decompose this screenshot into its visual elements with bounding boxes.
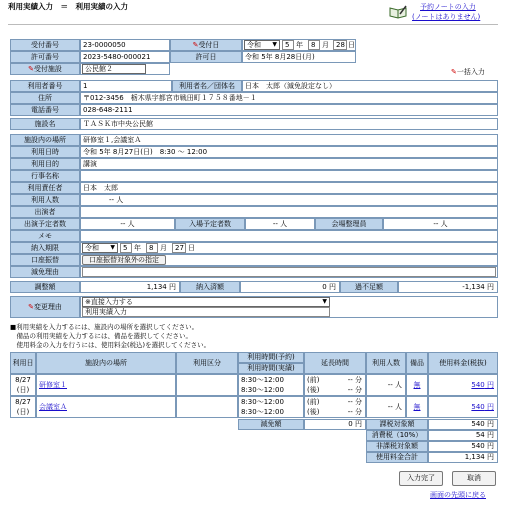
discount-label: 減免額 bbox=[238, 419, 304, 430]
venue-staff-label: 会場整理員 bbox=[315, 218, 383, 230]
facility-name-label: 施設名 bbox=[10, 118, 80, 130]
paid-cell bbox=[240, 281, 340, 293]
table-row-count: -- 人 bbox=[366, 396, 406, 418]
yen-unit: 円 bbox=[487, 420, 494, 428]
reception-no: 23-0000050 bbox=[80, 39, 170, 51]
header-divider bbox=[8, 24, 498, 25]
table-row-category bbox=[176, 374, 238, 396]
pay-year-unit: 年 bbox=[134, 244, 141, 252]
table-row-date: 8/27 (日) bbox=[10, 396, 36, 418]
place-link[interactable]: 研修室１ bbox=[39, 381, 67, 389]
over-cell bbox=[398, 281, 498, 293]
count: -- 人 bbox=[109, 196, 124, 204]
yen-unit: 円 bbox=[487, 453, 494, 461]
table-row-fee-cell bbox=[428, 374, 498, 396]
th-time-reserved: 利用時間(予約) bbox=[238, 352, 304, 363]
table-row-place-cell bbox=[36, 396, 176, 418]
perf-count-label: 出演予定者数 bbox=[10, 218, 80, 230]
reception-no-label: 受付番号 bbox=[10, 39, 80, 51]
user-no-label: 利用者番号 bbox=[10, 80, 80, 92]
manager: 日本 太郎 bbox=[80, 182, 498, 194]
yen-unit: 円 bbox=[487, 283, 494, 291]
th-category: 利用区分 bbox=[176, 352, 238, 374]
chevron-down-icon: ▼ bbox=[272, 41, 277, 48]
tax-label: 消費税（10%） bbox=[366, 430, 428, 441]
paid-label: 納入済額 bbox=[180, 281, 240, 293]
required-pin-icon: ✎ bbox=[28, 303, 34, 311]
total-label: 使用料金合計 bbox=[366, 452, 428, 463]
th-fee: 使用料金(税抜) bbox=[428, 352, 498, 374]
table-row-time: 8:30～12:00 8:30～12:00 bbox=[238, 374, 304, 396]
pay-day-input[interactable]: 27 bbox=[172, 243, 186, 253]
batch-input-button[interactable]: ✎一括入力 bbox=[451, 68, 485, 76]
table-row-extension: (前) -- 分 (後) -- 分 bbox=[304, 374, 366, 396]
cancel-button[interactable]: 取消 bbox=[452, 471, 496, 486]
pencil-icon: ✎ bbox=[451, 68, 457, 76]
memo[interactable] bbox=[80, 230, 498, 242]
count-label: 利用人数 bbox=[10, 194, 80, 206]
permit-date: 令和 5年 8月28日(月) bbox=[242, 51, 356, 63]
th-count: 利用人数 bbox=[366, 352, 406, 374]
table-row-place-cell bbox=[36, 374, 176, 396]
pay-month-unit: 月 bbox=[160, 244, 167, 252]
datetime: 令和 5年 8月27日(日) 8:30 ～ 12:00 bbox=[80, 146, 498, 158]
discount-cell bbox=[304, 419, 366, 430]
place-link[interactable]: 会議室Ａ bbox=[39, 403, 67, 411]
perf-count: -- 人 bbox=[80, 218, 175, 230]
nontaxable-amount: 540 bbox=[471, 442, 485, 450]
table-row-extension: (前) -- 分 (後) -- 分 bbox=[304, 396, 366, 418]
th-place: 施設内の場所 bbox=[36, 352, 176, 374]
taxable-amount: 540 bbox=[471, 420, 485, 428]
user-name-label: 利用者名／団体名 bbox=[172, 80, 242, 92]
total-amount: 1,134 bbox=[464, 453, 485, 461]
pay-year-input[interactable]: 5 bbox=[120, 243, 132, 253]
permit-no: 2023-5480-000021 bbox=[80, 51, 170, 63]
year-unit: 年 bbox=[296, 41, 303, 49]
yen-unit: 円 bbox=[329, 283, 336, 291]
paid-amount: 0 bbox=[322, 283, 327, 291]
th-date: 利用日 bbox=[10, 352, 36, 374]
yen-unit: 円 bbox=[487, 442, 494, 450]
address-label: 住所 bbox=[10, 92, 80, 104]
entry-count-label: 入場予定者数 bbox=[175, 218, 245, 230]
th-time-actual: 利用時間(実績) bbox=[238, 363, 304, 374]
reception-date-label-cell: ✎受付日 bbox=[170, 39, 242, 51]
entry-count: -- 人 bbox=[245, 218, 315, 230]
purpose-label: 利用目的 bbox=[10, 158, 80, 170]
pay-deadline-label: 納入期限 bbox=[10, 242, 80, 254]
complete-button[interactable]: 入力完了 bbox=[399, 471, 443, 486]
era-select[interactable]: 令和 ▼ bbox=[244, 40, 280, 50]
pay-day-unit: 日 bbox=[188, 244, 195, 252]
pay-month-input[interactable]: 8 bbox=[146, 243, 158, 253]
th-equipment: 備品 bbox=[406, 352, 428, 374]
required-pin-icon: ✎ bbox=[192, 41, 199, 49]
performer-label: 出演者 bbox=[10, 206, 80, 218]
adjust-cell bbox=[80, 281, 180, 293]
notebook-icon[interactable] bbox=[388, 4, 408, 20]
taxable-cell bbox=[428, 419, 498, 430]
note-line-1: ■利用実績を入力するには、施設内の場所を選択してください。 bbox=[10, 323, 199, 331]
required-pin-icon: ✎ bbox=[28, 65, 34, 73]
table-row-time: 8:30～12:00 8:30～12:00 bbox=[238, 396, 304, 418]
event bbox=[80, 170, 498, 182]
change-reason-input[interactable]: 利用実績入力 bbox=[82, 307, 330, 317]
reservation-note-link[interactable]: 予約ノートの入力 bbox=[420, 3, 476, 11]
equipment-link[interactable]: 無 bbox=[413, 403, 421, 411]
day-input[interactable]: 28 bbox=[333, 40, 347, 50]
purpose: 講演 bbox=[80, 158, 498, 170]
facility-select[interactable]: 公民館２ bbox=[82, 64, 146, 74]
chevron-down-icon: ▼ bbox=[110, 244, 115, 251]
change-label-cell: ✎変更理由 bbox=[10, 296, 80, 318]
table-row-equipment-cell bbox=[406, 396, 428, 418]
user-no: 1 bbox=[80, 80, 172, 92]
performer bbox=[80, 206, 498, 218]
table-row-fee-cell bbox=[428, 396, 498, 418]
transfer-label: 口座振替 bbox=[10, 254, 80, 266]
fee-link[interactable]: 540 円 bbox=[471, 403, 494, 411]
over-label: 過不足額 bbox=[340, 281, 398, 293]
total-cell bbox=[428, 452, 498, 463]
reduction-input[interactable] bbox=[82, 267, 496, 277]
place-label: 施設内の場所 bbox=[10, 134, 80, 146]
tax-amount: 54 bbox=[475, 431, 485, 439]
table-row-date: 8/27 (日) bbox=[10, 374, 36, 396]
note-line-2: 備品の利用実績を入力するには、備品を選択してください。 bbox=[10, 332, 192, 340]
phone: 028-648-2111 bbox=[80, 104, 498, 116]
adjust-label: 調整額 bbox=[10, 281, 80, 293]
facility-name: ＴＡＳＫ市中央公民館 bbox=[80, 118, 498, 130]
fee-link[interactable]: 540 円 bbox=[471, 381, 494, 389]
taxable-label: 課税対象額 bbox=[366, 419, 428, 430]
no-note-link[interactable]: (ノートはありません) bbox=[412, 13, 481, 21]
nontaxable-cell bbox=[428, 441, 498, 452]
month-input[interactable]: 8 bbox=[308, 40, 320, 50]
memo-label: メモ bbox=[10, 230, 80, 242]
manager-label: 利用責任者 bbox=[10, 182, 80, 194]
yen-unit: 円 bbox=[487, 431, 494, 439]
discount-amount: 0 bbox=[348, 420, 353, 428]
month-unit: 月 bbox=[322, 41, 329, 49]
reduction-label: 減免理由 bbox=[10, 266, 80, 278]
equipment-link[interactable]: 無 bbox=[413, 381, 421, 389]
chevron-down-icon: ▼ bbox=[322, 298, 327, 305]
place: 研修室１,会議室Ａ bbox=[80, 134, 498, 146]
th-extension: 延長時間 bbox=[304, 352, 366, 374]
permit-date-label: 許可日 bbox=[170, 51, 242, 63]
event-label: 行事名称 bbox=[10, 170, 80, 182]
back-to-top-link[interactable]: 画面の先頭に戻る bbox=[430, 491, 486, 499]
datetime-label: 利用日時 bbox=[10, 146, 80, 158]
page-title: 利用実績入力 ＝ 利用実績の入力 bbox=[8, 2, 128, 11]
yen-unit: 円 bbox=[169, 283, 176, 291]
transfer-exclude-button[interactable]: 口座振替対象外の指定 bbox=[82, 255, 166, 265]
adjust-amount: 1,134 bbox=[146, 283, 167, 291]
pay-era-select[interactable]: 令和 ▼ bbox=[82, 243, 118, 253]
year-input[interactable]: 5 bbox=[282, 40, 294, 50]
table-row-equipment-cell bbox=[406, 374, 428, 396]
note-line-3: 使用料金の入力を行うには、使用料金(税込)を選択してください。 bbox=[10, 341, 211, 349]
yen-unit: 円 bbox=[355, 420, 362, 428]
pay-deadline-cell bbox=[80, 242, 498, 254]
day-unit: 日 bbox=[348, 41, 355, 49]
permit-no-label: 許可番号 bbox=[10, 51, 80, 63]
change-reason-select[interactable]: ※直接入力する ▼ bbox=[82, 297, 330, 307]
address: 〒012-3456 栃木県宇都宮市戦田町１７５８番地－１ bbox=[80, 92, 498, 104]
table-row-count: -- 人 bbox=[366, 374, 406, 396]
facility-label-cell: ✎受付施設 bbox=[10, 63, 80, 75]
count-cell bbox=[80, 194, 498, 206]
user-name: 日本 太郎（減免設定なし） bbox=[242, 80, 498, 92]
venue-staff: -- 人 bbox=[383, 218, 498, 230]
phone-label: 電話番号 bbox=[10, 104, 80, 116]
over-amount: -1,134 bbox=[462, 283, 485, 291]
tax-cell bbox=[428, 430, 498, 441]
nontaxable-label: 非課税対象額 bbox=[366, 441, 428, 452]
table-row-category bbox=[176, 396, 238, 418]
